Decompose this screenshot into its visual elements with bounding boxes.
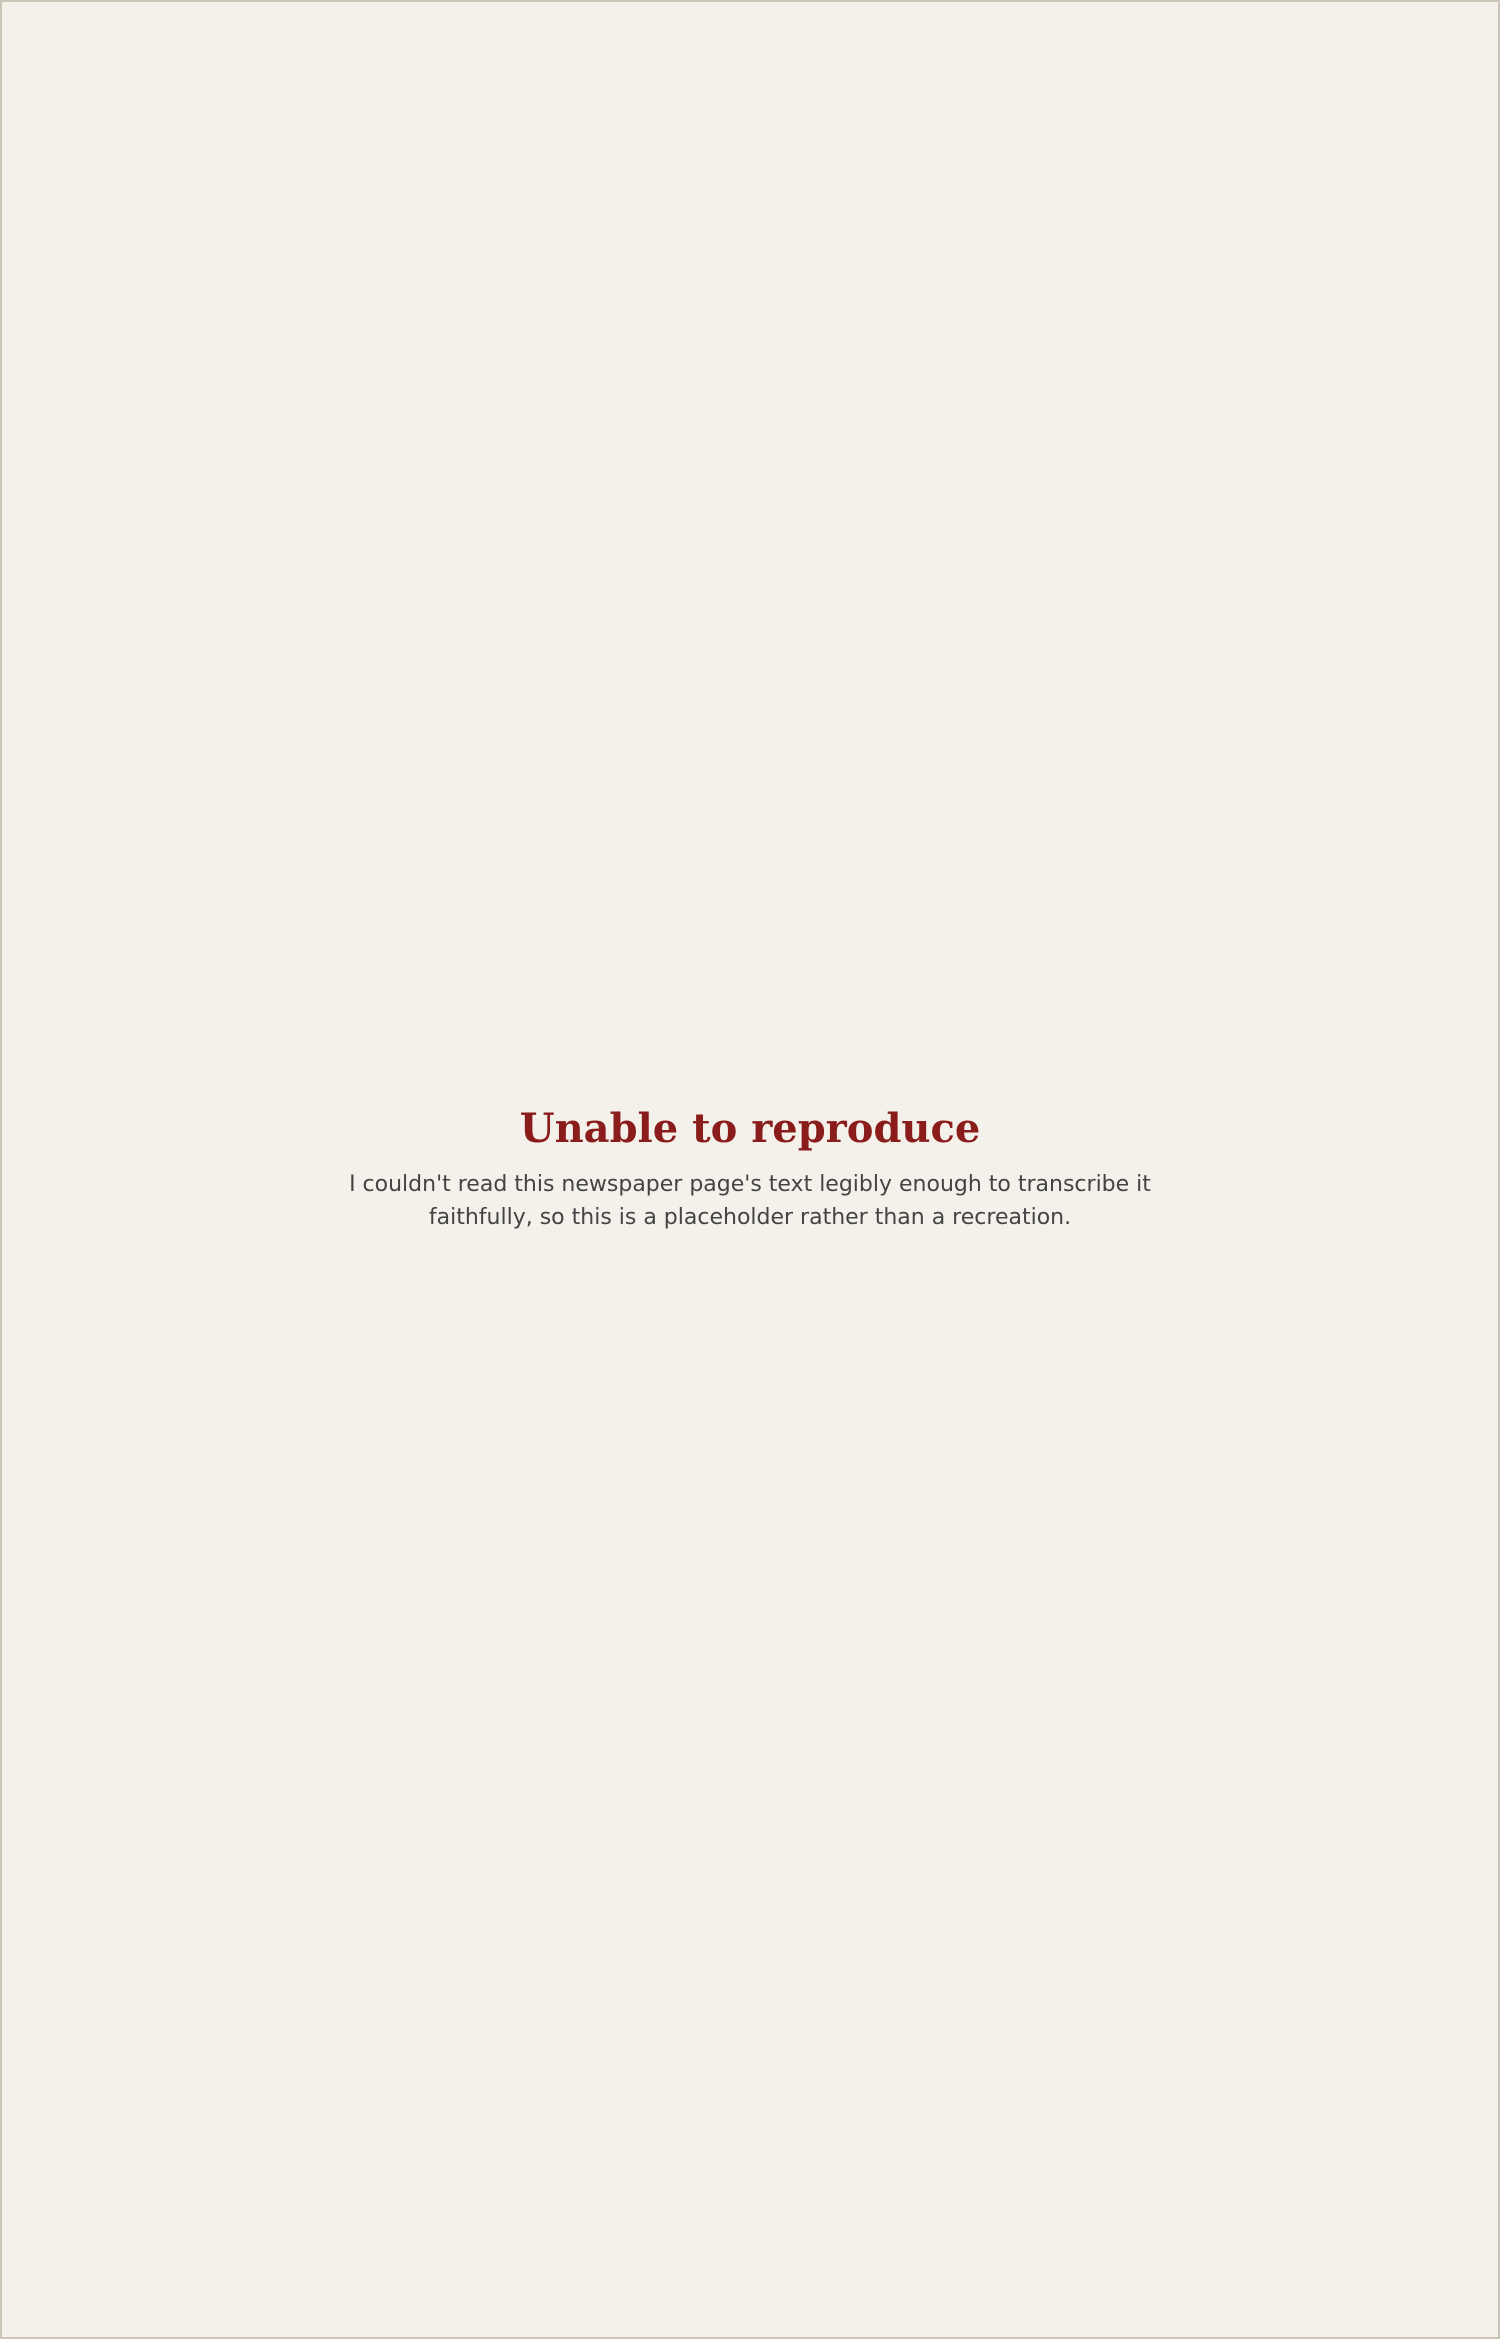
- notice-panel: [260, 1065, 1240, 1274]
- notice-message: I couldn't read this newspaper page's text legibly enough to transcribe it faithfully, so this is a placeholder rather than a recreation.: [349, 1172, 1151, 1230]
- notice-heading: Unable to reproduce: [519, 1105, 981, 1152]
